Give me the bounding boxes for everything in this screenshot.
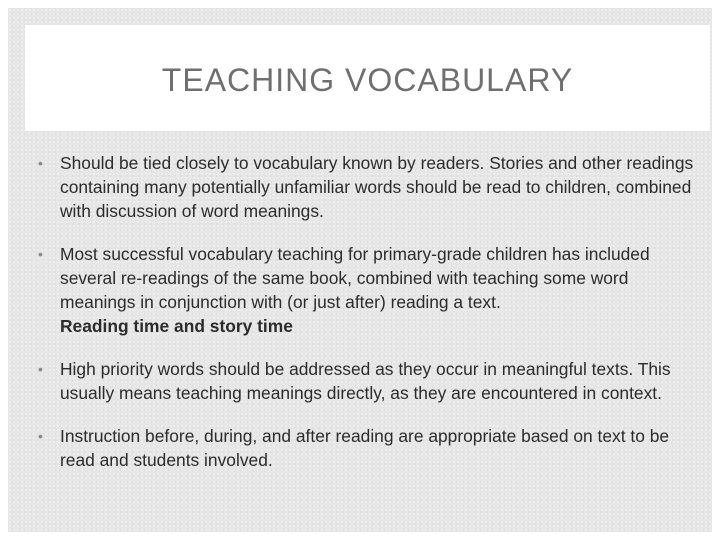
bullet-list xyxy=(38,151,708,491)
bullet-dot-icon: • xyxy=(38,361,43,377)
bullet-text: Most successful vocabulary teaching for primary-grade children has included several re-readings of the same book, combined with teaching some word meanings in conjunction with (or just after) reading a text. xyxy=(60,244,650,312)
bullet-item xyxy=(38,357,708,405)
slide-title: TEACHING VOCABULARY xyxy=(161,61,574,98)
bullet-text: Instruction before, during, and after reading are appropriate based on text to be read and students involved. xyxy=(60,426,670,470)
bullet-dot-icon: • xyxy=(38,428,43,444)
bullet-item xyxy=(38,242,708,338)
bullet-dot-icon: • xyxy=(38,246,43,262)
bullet-item xyxy=(38,151,708,223)
bullet-item xyxy=(38,424,708,472)
bullet-text: Should be tied closely to vocabulary known by readers. Stories and other readings containing many potentially unfamiliar words should be read to children, combined with discussion of word meanings. xyxy=(60,153,694,221)
title-band xyxy=(25,25,710,131)
slide xyxy=(8,8,712,532)
bullet-text: High priority words should be addressed as they occur in meaningful texts. This usually means teaching meanings directly, as they are encountered in context. xyxy=(60,359,671,403)
bullet-dot-icon: • xyxy=(38,155,43,171)
bullet-emphasis: Reading time and story time xyxy=(60,316,293,336)
